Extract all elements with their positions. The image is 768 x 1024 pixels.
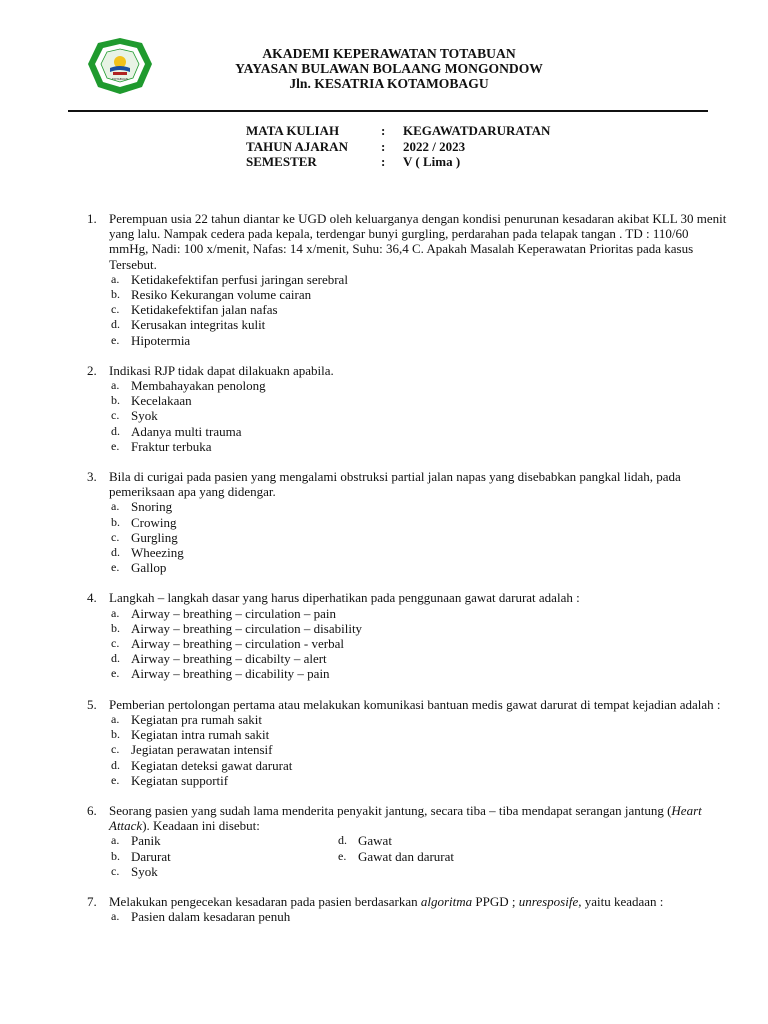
question-number: 4.: [87, 590, 97, 606]
option: e. Hipotermia: [111, 332, 191, 348]
option-list: [109, 712, 727, 788]
meta-row: [246, 154, 550, 170]
logo-center-text: TOTABUAN: [111, 77, 129, 81]
question-text: Melakukan pengecekan kesadaran pada pasien berdasarkan algoritma PPGD ; unresposife, yaitu keadaan :: [109, 893, 664, 909]
option: d. Adanya multi trauma: [111, 423, 242, 439]
question-5: [87, 697, 727, 788]
option: e. Fraktur terbuka: [111, 438, 212, 454]
option: c. Syok: [111, 408, 158, 424]
question-7: [87, 894, 727, 924]
question-number: 5.: [87, 696, 97, 712]
meta-value: 2022 / 2023: [403, 138, 466, 154]
meta-value: V ( Lima ): [403, 154, 461, 169]
foundation-name: YAYASAN BULAWAN BOLAANG MONGONDOW: [235, 61, 543, 76]
question-number: 3.: [87, 469, 97, 485]
institution-address: Jln. KESATRIA KOTAMOBAGU: [289, 76, 489, 91]
question-4: [87, 590, 727, 681]
question-3: [87, 469, 727, 575]
option: e. Airway – breathing – dicability – pain: [111, 666, 330, 682]
option: c. Gurgling: [111, 529, 178, 545]
question-1: [87, 211, 727, 348]
option-list: [109, 606, 727, 682]
question-6: [87, 803, 727, 879]
option: d. Gawat: [338, 833, 392, 849]
option: e. Gawat dan darurat: [338, 848, 455, 864]
option: c. Ketidakefektifan jalan nafas: [111, 302, 278, 318]
option: b. Kecelakaan: [111, 393, 192, 409]
option: d. Airway – breathing – dicabilty – alert: [111, 651, 327, 667]
option: a. Airway – breathing – circulation – pain: [111, 605, 337, 621]
option: a. Snoring: [111, 499, 173, 515]
option: d. Kegiatan deteksi gawat darurat: [111, 757, 293, 773]
exam-meta: [246, 123, 550, 170]
option: a. Membahayakan penolong: [111, 378, 266, 394]
option: b. Resiko Kekurangan volume cairan: [111, 287, 312, 303]
meta-key: TAHUN AJARAN: [246, 138, 348, 154]
meta-sep: :: [381, 123, 386, 138]
header-rule: [68, 110, 708, 112]
option: d. Kerusakan integritas kulit: [111, 317, 266, 333]
option: b. Crowing: [111, 514, 177, 530]
option: b. Kegiatan intra rumah sakit: [111, 727, 270, 743]
option-list: [109, 272, 727, 348]
option-list: [109, 909, 727, 924]
option: a. Ketidakefektifan perfusi jaringan serebral: [111, 271, 348, 287]
question-text: Pemberian pertolongan pertama atau melakukan komunikasi bantuan medis gawat darurat di tempat kejadian adalah :: [109, 696, 721, 712]
question-number: 1.: [87, 211, 97, 226]
meta-value: KEGAWATDARURATAN: [403, 123, 551, 138]
option: c. Syok: [111, 863, 158, 879]
option: a. Panik: [111, 833, 161, 849]
letterhead: [170, 46, 608, 91]
meta-key: MATA KULIAH: [246, 123, 340, 138]
option-list: [109, 378, 727, 454]
meta-key: SEMESTER: [246, 154, 317, 169]
option: e. Kegiatan supportif: [111, 772, 229, 788]
option-list: [109, 833, 727, 879]
option: c. Jegiatan perawatan intensif: [111, 742, 273, 758]
option: b. Airway – breathing – circulation – disability: [111, 620, 363, 636]
option: e. Gallop: [111, 560, 167, 576]
institution-name: AKADEMI KEPERAWATAN TOTABUAN: [262, 46, 516, 61]
question-number: 2.: [87, 362, 97, 378]
option: b. Darurat: [111, 848, 171, 864]
option: c. Airway – breathing – circulation - verbal: [111, 636, 344, 652]
option: a. Pasien dalam kesadaran penuh: [111, 909, 291, 925]
question-text: Bila di curigai pada pasien yang mengalami obstruksi partial jalan napas yang disebabkan pangkal lidah, pada pemeriksaan apa yang didengar.: [109, 469, 681, 500]
meta-sep: :: [381, 138, 386, 154]
institution-logo: [86, 37, 154, 95]
meta-sep: :: [381, 154, 386, 169]
question-text: Langkah – langkah dasar yang harus diperhatikan pada penggunaan gawat darurat adalah :: [109, 590, 580, 606]
question-list: [87, 211, 727, 939]
question-text: Seorang pasien yang sudah lama menderita penyakit jantung, secara tiba – tiba mendapat serangan jantung (Heart Attack). Keadaan ini disebut:: [109, 802, 702, 834]
question-number: 6.: [87, 802, 97, 818]
option: d. Wheezing: [111, 545, 184, 561]
question-text: Perempuan usia 22 tahun diantar ke UGD oleh keluarganya dengan kondisi penurunan kesadaran akibat KLL 30 menit yang lalu. Nampak cedera pada kepala, terdengar bunyi gurgling, perdarahan pada telapak tangan . TD : 110/60 mmHg, Nadi: 100 x/menit, Nafas: 14 x/menit, Suhu: 36,4 C. Apakah Masalah Keperawatan Prioritas pada kasus Tersebut.: [109, 211, 727, 272]
meta-row: [246, 139, 550, 155]
meta-row: [246, 123, 550, 139]
option-list: [109, 499, 727, 575]
option: a. Kegiatan pra rumah sakit: [111, 711, 263, 727]
question-number: 7.: [87, 893, 97, 909]
question-2: [87, 363, 727, 454]
question-text: Indikasi RJP tidak dapat dilakuakn apabila.: [109, 362, 334, 378]
